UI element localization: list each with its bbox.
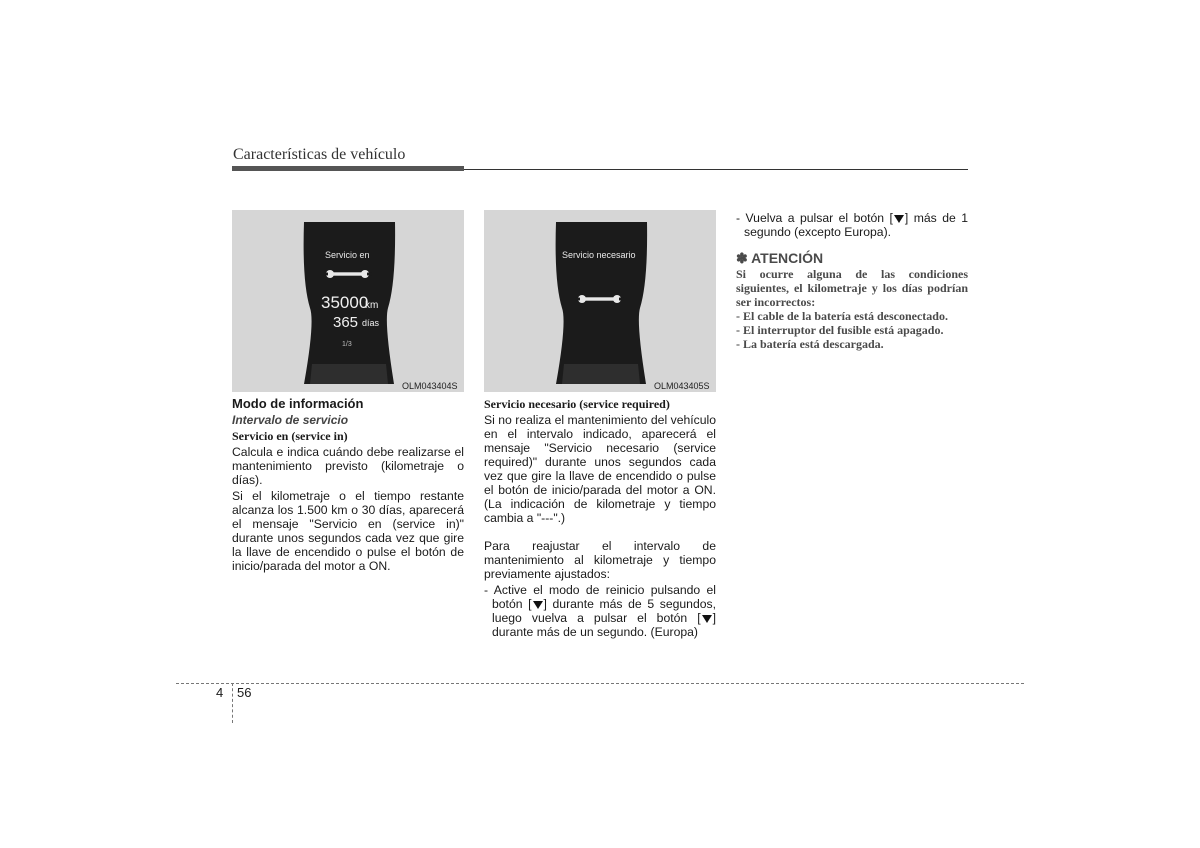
cluster-display-service-required: [484, 210, 716, 392]
attention-item: - La batería está descargada.: [736, 337, 884, 351]
paragraph: Si no realiza el mantenimiento del vehículo en el intervalo indicado, aparecerá el mensaje "Servicio necesario (service required)" durante unos segundos cada vez que gire la llave de encendido o pulse el botón de inicio/parada del motor a ON. (La indicación de kilometraje y tiempo cambia a "---".): [484, 413, 716, 525]
subheading-service-in: Servicio en (service in): [232, 429, 348, 443]
attention-intro: Si ocurre alguna de las condiciones siguientes, el kilometraje y los días podrían ser incorrectos:: [736, 267, 968, 309]
figure-caption: OLM043405S: [654, 381, 710, 391]
screen-days-unit: días: [362, 318, 380, 328]
paragraph: Para reajustar el intervalo de mantenimiento al kilometraje y tiempo previamente ajustados:: [484, 539, 716, 581]
down-triangle-icon: [533, 601, 543, 609]
text-run: ] más de 1 segundo (excepto Europa).: [744, 211, 968, 239]
column-3: [736, 211, 968, 351]
figure-service-required: [484, 210, 716, 392]
cluster-display-service-in: [232, 210, 464, 392]
column-2: [484, 397, 716, 641]
list-item: [736, 211, 968, 239]
screen-km-unit: km: [365, 300, 379, 311]
page-number: 56: [237, 685, 252, 700]
figure-service-in: [232, 210, 464, 392]
attention-body: [736, 267, 968, 351]
screen-page-indicator: 1/3: [342, 341, 352, 348]
paragraph: Si el kilometraje o el tiempo restante alcanza los 1.500 km o 30 días, aparecerá el mensaje "Servicio en (service in)" durante unos segundos cada vez que gire la llave de encendido o pulse el botón de inicio/parada del motor a ON.: [232, 489, 464, 573]
screen-text-service-required: Servicio necesario: [562, 250, 636, 260]
column-1: [232, 397, 464, 575]
display-bottom-band: [562, 364, 640, 384]
down-triangle-icon: [894, 215, 904, 223]
paragraph: Calcula e indica cuándo debe realizarse el mantenimiento previsto (kilometraje o días).: [232, 445, 464, 487]
figure-caption: OLM043404S: [402, 381, 458, 391]
list-item: [484, 583, 716, 639]
subheading-service-interval: Intervalo de servicio: [232, 413, 349, 427]
screen-km-value: 35000: [321, 293, 369, 312]
attention-item: - El cable de la batería está desconectado.: [736, 309, 948, 323]
text-run: ] durante más de un segundo. (Europa): [492, 611, 716, 639]
attention-title: ✽ ATENCIÓN: [736, 250, 824, 266]
down-triangle-icon: [702, 615, 712, 623]
subheading-service-required: Servicio necesario (service required): [484, 397, 670, 411]
screen-text-service-in: Servicio en: [325, 250, 370, 260]
footer-page-divider: [232, 683, 233, 723]
text-run: - Vuelva a pulsar el botón [: [736, 211, 893, 225]
text-run: ] durante más de 5 segundos, luego vuelva a pulsar el botón [: [492, 597, 716, 625]
attention-item: - El interruptor del fusible está apagado.: [736, 323, 944, 337]
footer-divider: [176, 683, 1024, 684]
display-bottom-band: [310, 364, 388, 384]
header-rule-thick: [232, 166, 464, 171]
screen-days-value: 365: [333, 314, 359, 331]
section-title: Características de vehículo: [233, 146, 406, 163]
header-rule-thin: [464, 169, 968, 170]
heading-info-mode: Modo de información: [232, 396, 364, 411]
text-run: - Active el modo de reinicio pulsando el botón [: [484, 583, 716, 611]
display-shape: [556, 222, 648, 384]
page-section-number: 4: [216, 685, 224, 700]
